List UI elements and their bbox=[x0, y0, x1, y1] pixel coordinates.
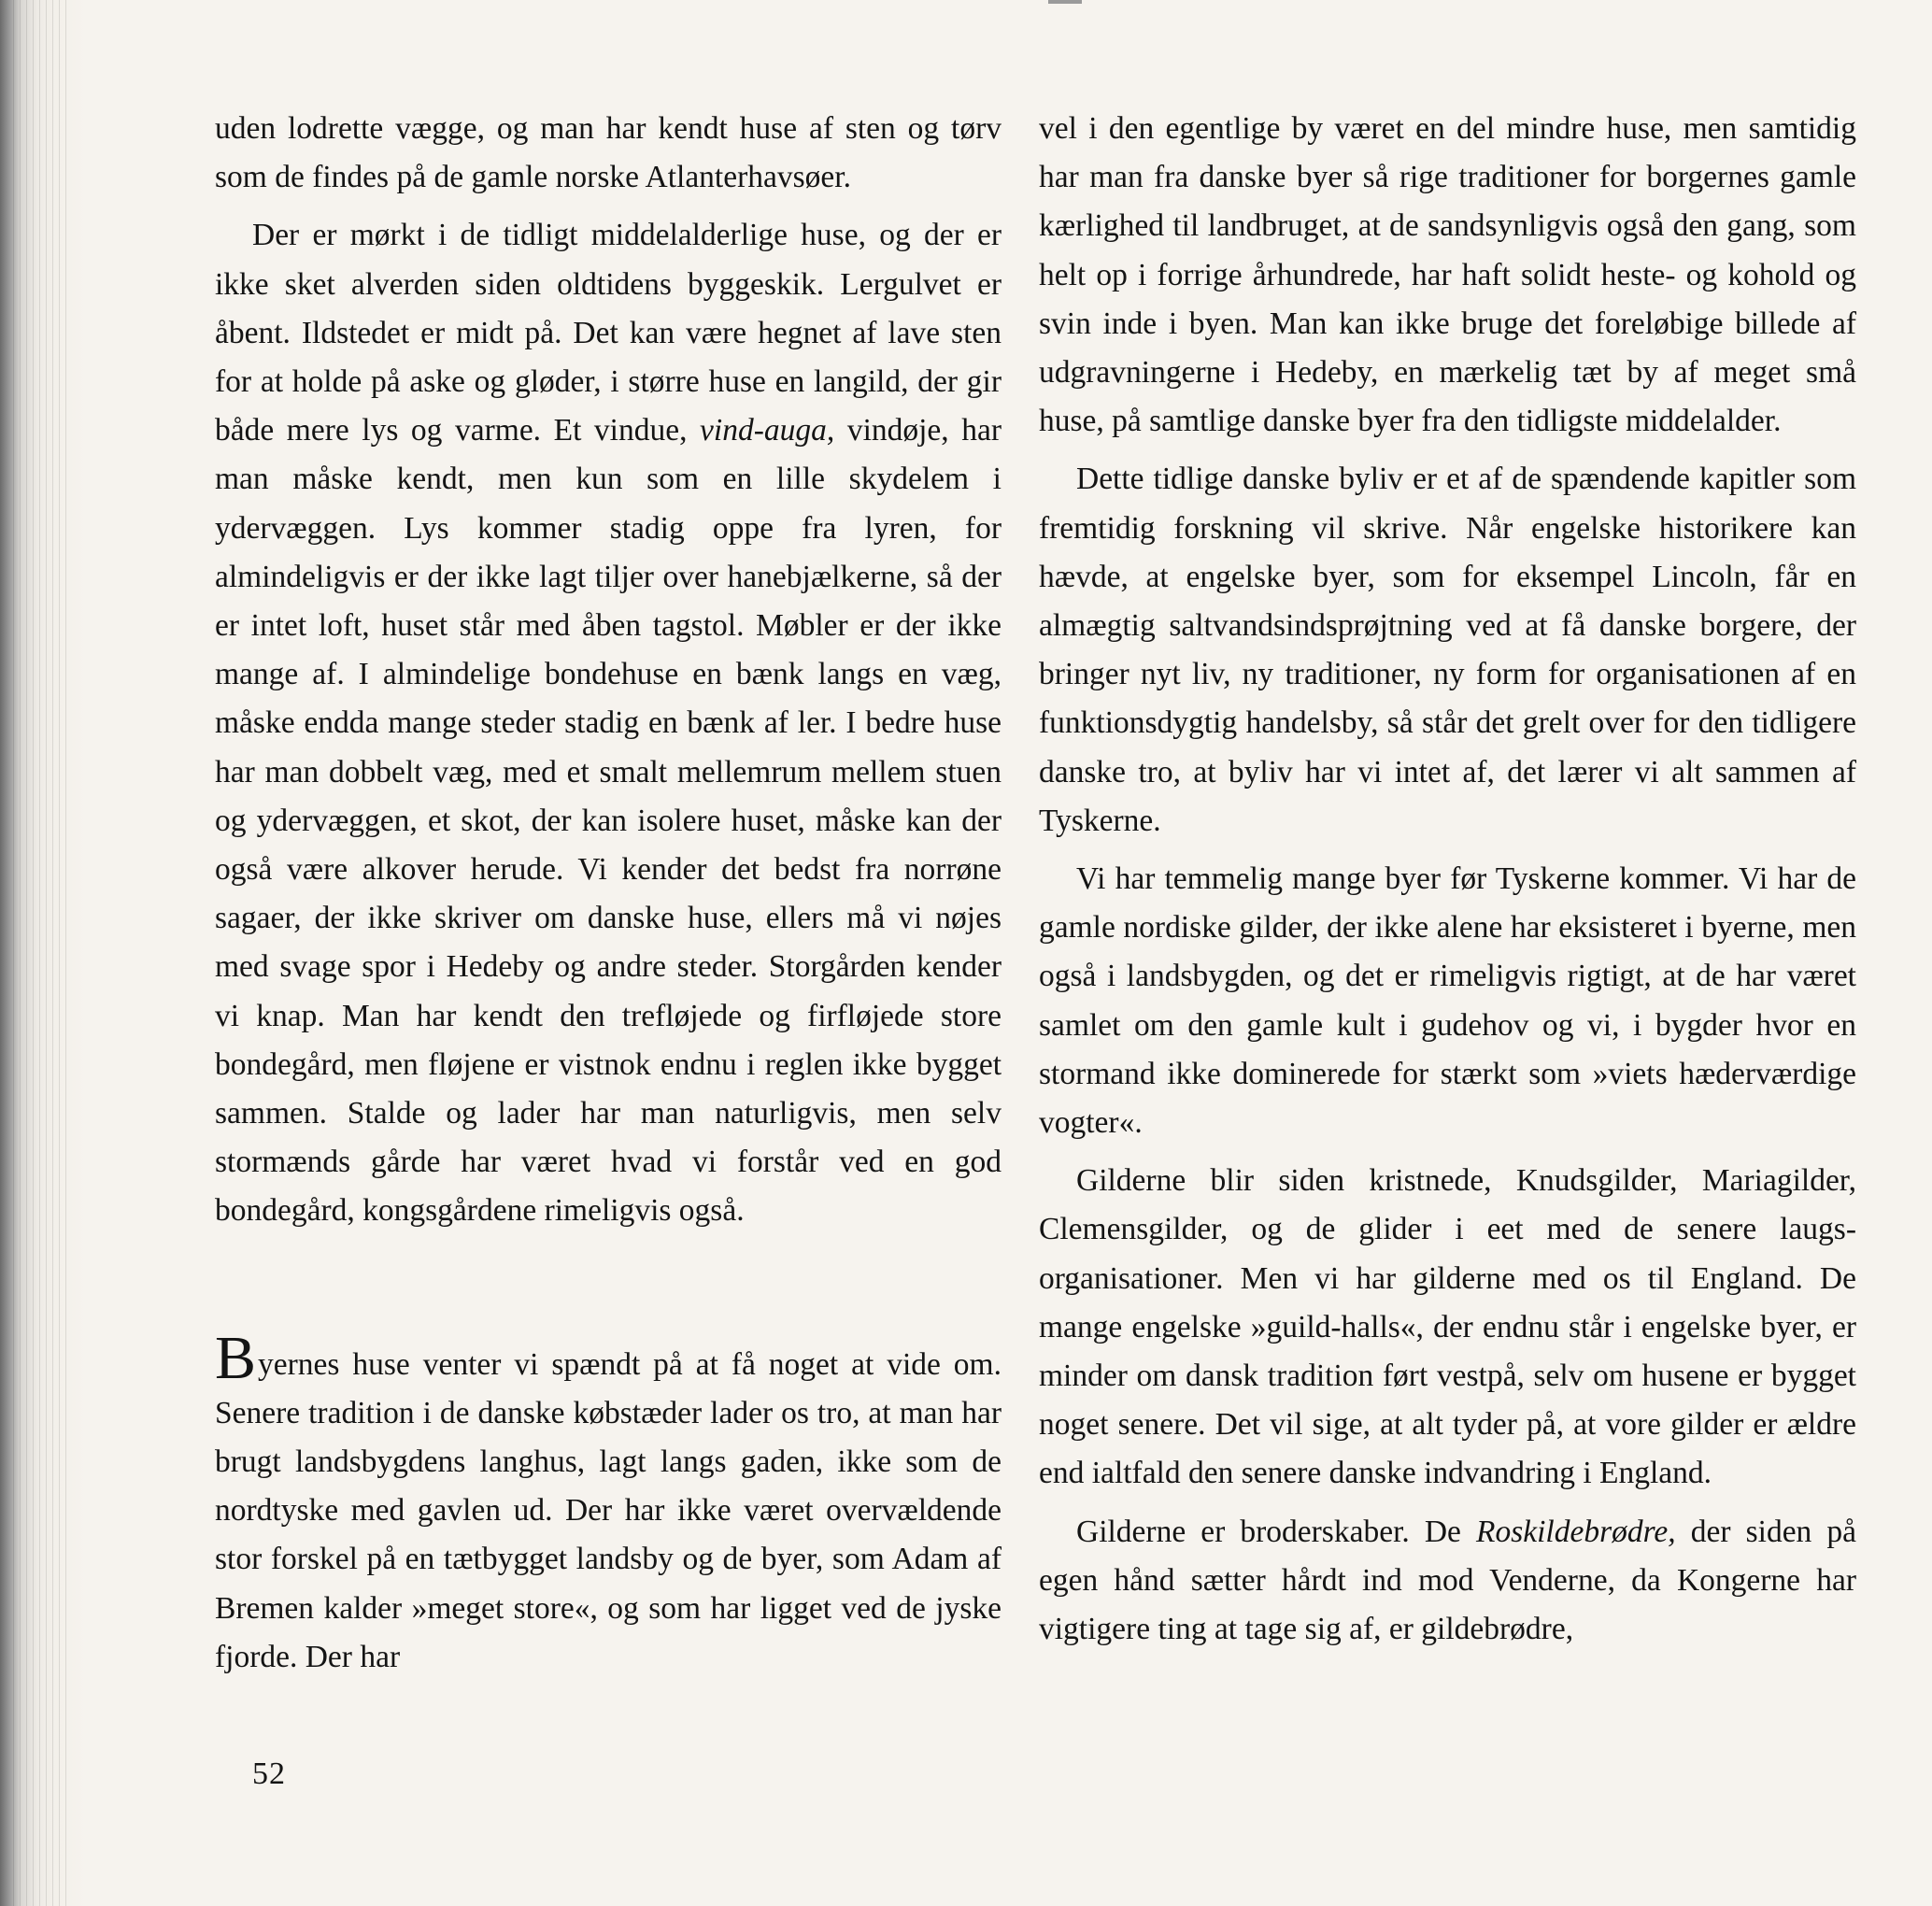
italic-term-vind-auga: vind-auga, bbox=[700, 413, 835, 448]
paragraph-tidlige-byliv: Dette tidlige danske byliv er et af de spændende kapitler som fremtidig forskning vil skrive. Når engelske historikere kan hævde, at engelske byer, som for eksempel Lincoln, får en almægtig saltvandsindsprøjtning ved at få danske borgere, der bringer nyt liv, ny traditioner, ny form for organisationen af en funktionsdygtig handelsby, så står det grelt over for den tidligere danske tro, at byliv har vi intet af, det lærer vi alt sammen af Tyskerne. bbox=[1039, 462, 1856, 838]
paragraph-byernes-huse bbox=[215, 1323, 1002, 1682]
paragraph-broderskaber bbox=[1039, 1508, 1856, 1655]
left-text-column bbox=[215, 105, 1002, 1682]
paragraph-text: yernes huse venter vi spændt på at få noget at vide om. Senere tradition i de danske købstæder lader os tro, at man har brugt landsbygdens langhus, lagt langs gaden, ikke som de nordtyske med gavlen ud. Der har ikke været overvældende stor forskel på en tætbygget landsby og de byer, som Adam af Bremen kalder »meget store«, og som har ligget ved de jyske fjorde. Der har bbox=[215, 1346, 1002, 1674]
top-margin-mark bbox=[1048, 0, 1082, 4]
paragraph-mange-byer: Vi har temmelig mange byer før Tyskerne kommer. Vi har de gamle nordiske gilder, der ikke alene har eksisteret i byerne, men også i landsbygden, og det er rimeligvis rigtigt, at de har været samlet om den gamle kult i gudehov og vi, i bygder hvor en stormand ikke dominerede for stærkt som »viets hæderværdige vogter«. bbox=[1039, 861, 1856, 1141]
page-number: 52 bbox=[252, 1757, 286, 1791]
paragraph-huse-sten-torv: uden lodrette vægge, og man har kendt huse af sten og tørv som de findes på de gamle norske Atlanterhavsøer. bbox=[215, 111, 1002, 195]
paragraph-egentlige-by: vel i den egentlige by været en del mindre huse, men samtidig har man fra danske byer så rige traditioner for borgernes gamle kærlighed til landbruget, at de sandsynligvis også den gang, som helt op i forrige århundrede, har haft solidt heste- og kohold og svin inde i byen. Man kan ikke bruge det foreløbige billede af udgravningerne i Hedeby, en mærkelig tæt by af meget små huse, på samtlige danske byer fra den tidligste middelalder. bbox=[1039, 111, 1856, 439]
paragraph-text: Gilderne er broderskaber. De bbox=[1076, 1514, 1476, 1549]
italic-term-roskildebrodre: Roskildebrødre, bbox=[1475, 1514, 1676, 1549]
paragraph-gilderne-kristnede: Gilderne blir siden kristnede, Knudsgilder, Mariagilder, Clemensgilder, og de glider i eet med de senere laugs-organisationer. Men vi har gilderne med os til England. De mange engelske »guild-halls«, der endnu står i engelske byer, er minder om dansk tradition ført vestpå, selv om husene er bygget noget senere. Det vil sige, at alt tyder på, at vore gilder er ældre end ialtfald den senere danske indvandring i England. bbox=[1039, 1163, 1856, 1491]
right-text-column bbox=[1039, 105, 1856, 1654]
drop-cap: B bbox=[215, 1323, 257, 1392]
paragraph-morkt-huse bbox=[215, 211, 1002, 1235]
paragraph-text: Der er mørkt i de tidligt middelalderlige huse, og der er ikke sket alverden siden oldtidens byggeskik. Lergulvet er åbent. Ildstedet er midt på. Det kan være hegnet af lave sten for at holde på aske og gløder, i større huse en langild, der gir både mere lys og varme. Et vindue, bbox=[215, 218, 1002, 448]
section-break bbox=[215, 1236, 1002, 1336]
paragraph-text: der siden på egen hånd sætter hårdt ind mod Venderne, da Kongerne har vigtigere ting at tage sig af, er gildebrødre, bbox=[1039, 1514, 1856, 1647]
paragraph-text: vindøje, har man måske kendt, men kun som en lille skydelem i ydervæggen. Lys kommer stadig oppe fra lyren, for almindeligvis er der ikke lagt tiljer over hanebjælkerne, så der er intet loft, huset står med åben tagstol. Møbler er der ikke mange af. I almindelige bondehuse en bænk langs en væg, måske endda mange steder stadig en bænk af ler. I bedre huse har man dobbelt væg, med et smalt mellemrum mellem stuen og ydervæggen, et skot, der kan isolere huset, måske kan der også være alkover herude. Vi kender det bedst fra norrøne sagaer, der ikke skriver om danske huse, ellers må vi nøjes med svage spor i Hedeby og andre steder. Storgården kender vi knap. Man har kendt den trefløjede og firfløjede store bondegård, men fløjene er vistnok endnu i reglen ikke bygget sammen. Stalde og lader har man naturligvis, men selv stormænds gårde har været hvad vi forstår ved en god bondegård, kongsgårdene rimeligvis også. bbox=[215, 413, 1002, 1229]
stacked-pages-edge bbox=[13, 0, 69, 1906]
